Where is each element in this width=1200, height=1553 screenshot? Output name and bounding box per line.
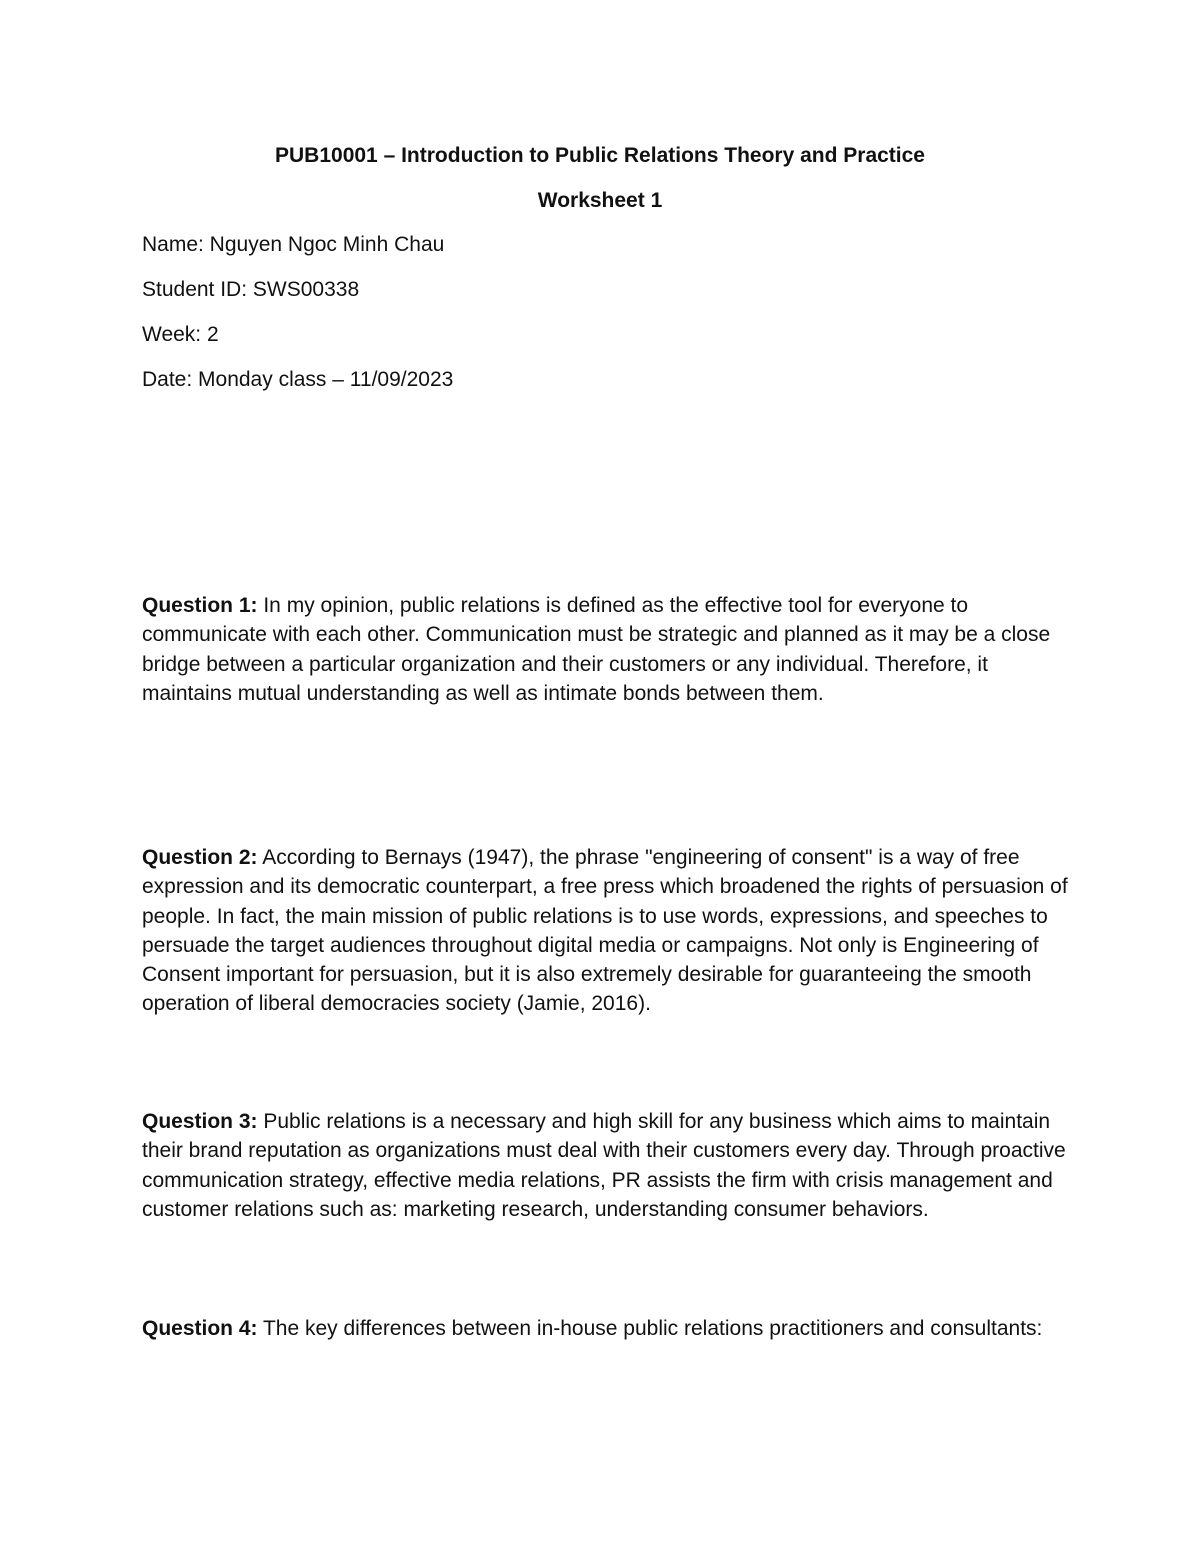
student-id: Student ID: SWS00338 [142, 278, 360, 301]
question-answer: Public relations is a necessary and high skill for any business which aims to maintain their brand reputation as organizations must deal with their customers every day. Through proactive communication strategy, effective media relations, PR assists the firm with crisis management and customer relations such as: marketing research, understanding consumer behaviors. [142, 1110, 1066, 1221]
question-answer: According to Bernays (1947), the phrase "engineering of consent" is a way of free expression and its democratic counterpart, a free press which broadened the rights of persuasion of people. In fact, the main mission of public relations is to use words, expressions, and speeches to persuade the target audiences throughout digital media or campaigns. Not only is Engineering of Consent important for persuasion, but it is also extremely desirable for guaranteeing the smooth operation of liberal democracies society (Jamie, 2016). [142, 846, 1068, 1016]
question-label: Question 1: [142, 594, 258, 617]
class-date: Date: Monday class – 11/09/2023 [142, 368, 454, 391]
question-2-paragraph [142, 843, 1072, 1019]
question-label: Question 4: [142, 1317, 258, 1340]
document-title: PUB10001 – Introduction to Public Relations Theory and Practice [275, 144, 925, 167]
question-1-paragraph [142, 591, 1072, 708]
question-answer: In my opinion, public relations is defined as the effective tool for everyone to communicate with each other. Communication must be strategic and planned as it may be a close bridge between a particular organization and their customers or any individual. Therefore, it maintains mutual understanding as well as intimate bonds between them. [142, 594, 1051, 705]
question-3-paragraph [142, 1107, 1072, 1224]
week-number: Week: 2 [142, 323, 219, 346]
question-answer: The key differences between in-house public relations practitioners and consultants: [257, 1317, 1043, 1340]
question-label: Question 3: [142, 1110, 258, 1133]
question-label: Question 2: [142, 846, 258, 869]
student-name: Name: Nguyen Ngoc Minh Chau [142, 233, 445, 256]
question-4-paragraph [142, 1314, 1072, 1343]
document-subtitle: Worksheet 1 [537, 189, 663, 212]
